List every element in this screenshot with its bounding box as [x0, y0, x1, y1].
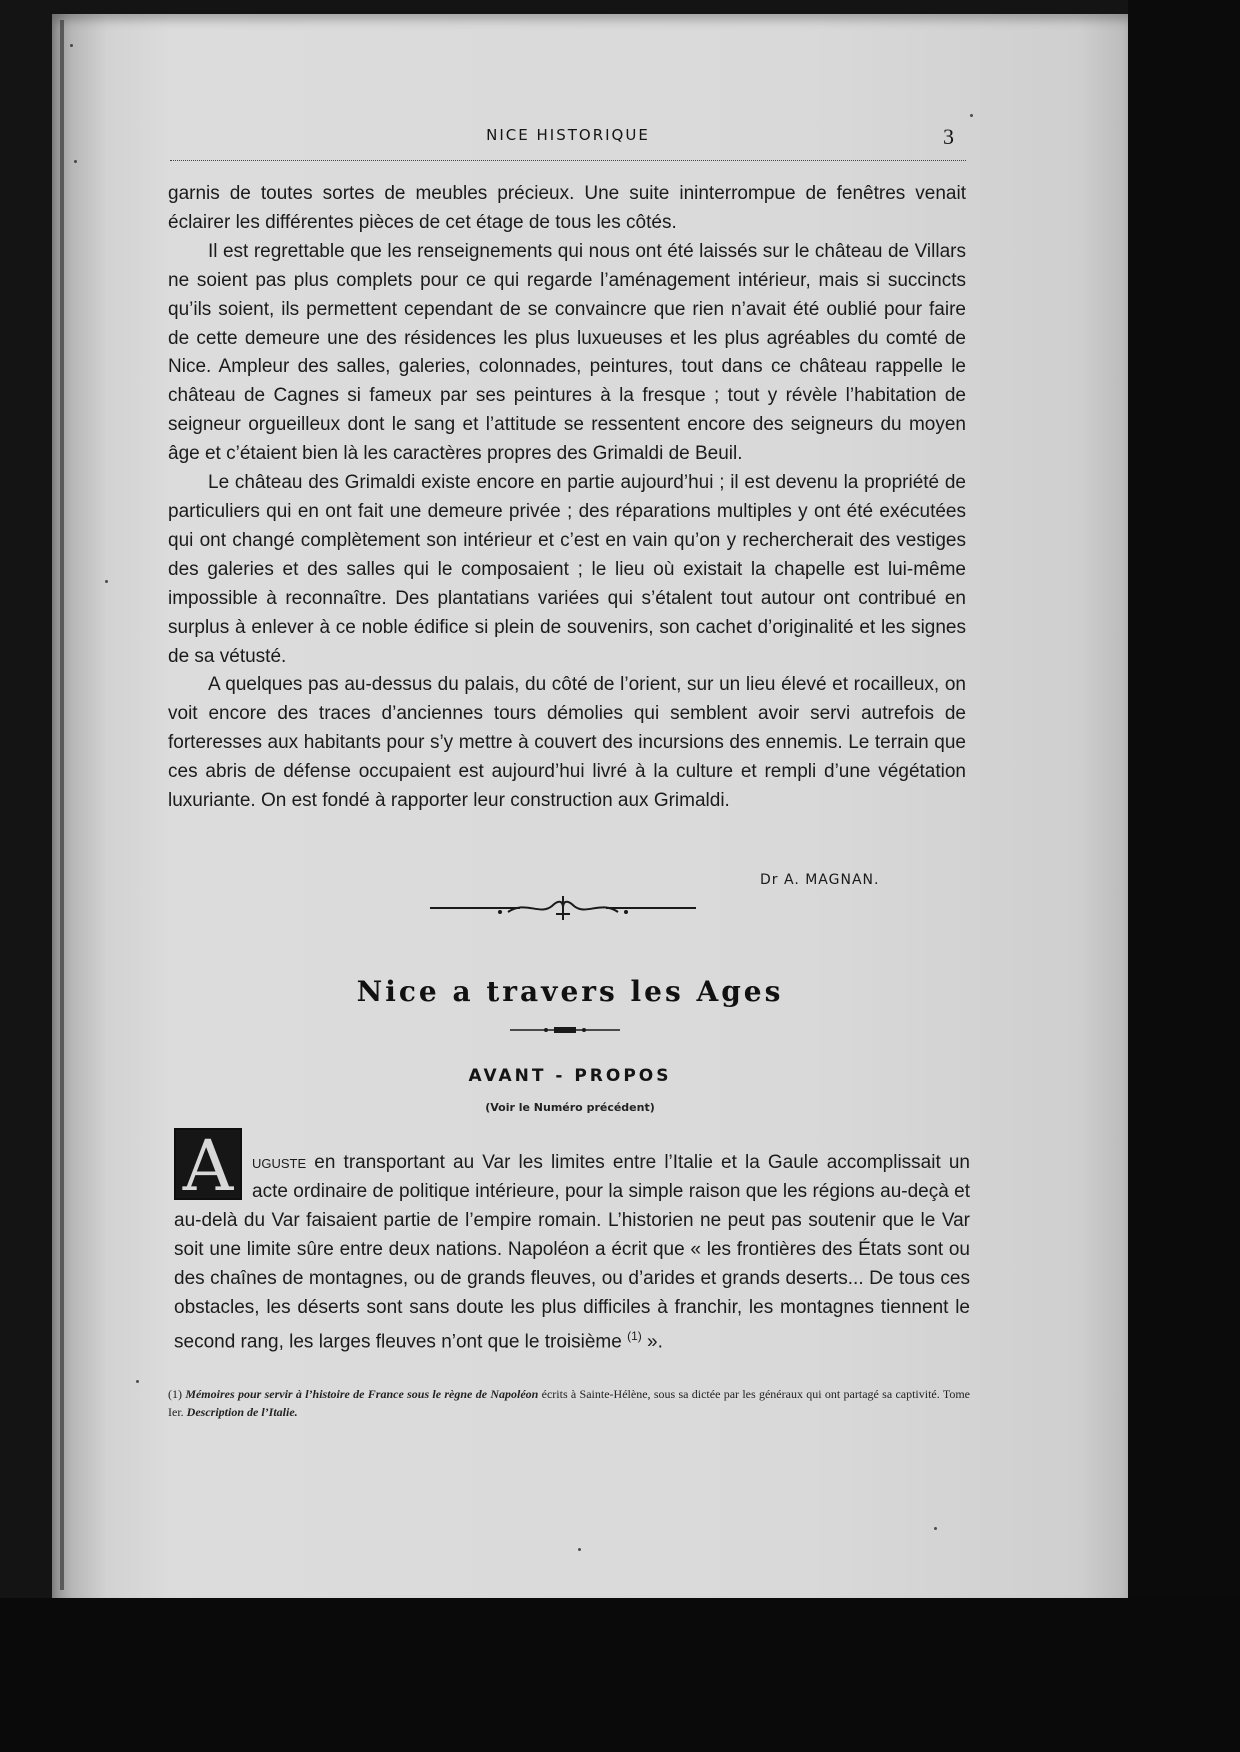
paragraph: Il est regrettable que les renseignements qui nous ont été laissés sur le château de Villars ne soient pas plus complets pour ce qui regarde l’aménagement intérieur, mais si succincts qu’ils soient, ils permettent cependant de se convaincre que rien n’avait été oublié pour faire de cette demeure une des résidences les plus luxueuses et les plus agréables du comté de Nice. Ampleur des salles, galeries, colonnades, peintures, tout dans ce château rappelle le château de Cagnes si fameux par ses peintures à la fresque ; tout y révèle l’habitation de seigneur orgueilleux dont le sang et l’attitude se ressentent encore des seigneurs du moyen âge et c’étaient bien là les caractères propres des Grimaldi de Beuil. [168, 240, 966, 465]
print-speck [70, 44, 73, 47]
print-speck [74, 160, 77, 163]
footnote-text: écrits à Sainte-Hélène, sous sa dictée par les généraux qui ont partagé sa captivité. Tome Ier. [168, 1387, 970, 1419]
section-subtitle: AVANT - PROPOS [468, 1066, 672, 1086]
print-speck [136, 1380, 139, 1383]
print-speck [105, 580, 108, 583]
header-title: NICE HISTORIQUE [486, 126, 650, 144]
section-note: (Voir le Numéro précédent) [485, 1101, 655, 1114]
author-signature: Dr A. MAGNAN. [760, 872, 880, 888]
separator-ornament [430, 894, 696, 926]
lead-word: uguste [252, 1152, 307, 1173]
footnote [168, 1385, 970, 1421]
print-speck [970, 114, 973, 117]
scanner-margin-right [1128, 0, 1240, 1600]
scanner-margin-bottom [0, 1598, 1240, 1752]
section-title: Nice a travers les Ages [356, 975, 784, 1008]
title-rule-ornament [510, 1024, 620, 1036]
running-header [170, 124, 966, 161]
print-speck [578, 1548, 581, 1551]
paragraph [174, 1149, 970, 1358]
footnote-title: Mémoires pour servir à l’histoire de France sous le règne de Napoléon [185, 1387, 539, 1401]
paragraph-body: en transportant au Var les limites entre l’Italie et la Gaule accomplissait un acte ordinaire de politique intérieure, pour la simple raison que les régions au-deçà et au-delà du Var faisaient partie de l’empire romain. L’historien ne peut pas soutenir que le Var soit une limite sûre entre deux nations. Napoléon a écrit que « les frontières des États sont ou des chaînes de montagnes, ou de grands fleuves, ou d’arides et grands deserts... De tous ces obstacles, les déserts sont sans doute les plus difficiles à franchir, les montagnes tiennent le second rang, les larges fleuves n’ont que le troisième [174, 1152, 970, 1353]
paragraph: Le château des Grimaldi existe encore en partie aujourd’hui ; il est devenu la propriété de particuliers qui en ont fait une demeure privée ; des réparations multiples y ont été exécutées qui ont changé complètement son intérieur et c’est en vain qu’on y rechercherait des vestiges des galeries et des salles qui le composaient ; le lieu où existait la chapelle est lui-même impossible à reconnaître. Des plantatians variées qui s’étalent tout autour ont contribué en surplus à enlever à ce noble édifice si plein de souvenirs, son cachet d’originalité et les signes de sa vétusté. [168, 472, 966, 667]
binding-edge [60, 20, 64, 1590]
drop-cap-letter: A [182, 1125, 234, 1207]
paragraph: garnis de toutes sortes de meubles précieux. Une suite ininterrompue de fenêtres venait éclairer les différentes pièces de cet étage de tous les côtés. [168, 183, 966, 233]
footnote-reference: (1) [627, 1329, 642, 1344]
footnote-marker: (1) [168, 1387, 182, 1401]
print-speck [934, 1527, 937, 1530]
article-body-upper [168, 180, 966, 816]
paragraph-ending: ». [641, 1331, 663, 1353]
article-body-lower [174, 1149, 970, 1358]
footnote-title-end: Description de l’Italie. [186, 1405, 298, 1419]
page-number: 3 [943, 124, 954, 149]
paragraph: A quelques pas au-dessus du palais, du côté de l’orient, sur un lieu élevé et rocailleux, on voit encore des traces d’anciennes tours démolies qui semblent avoir servi autrefois de forteresses aux habitants pour s’y mettre à couvert des incursions des ennemis. Le terrain que ces abris de défense occupaient est aujourd’hui livré à la culture et rempli d’une végétation luxuriante. On est fondé à rapporter leur construction aux Grimaldi. [168, 674, 966, 812]
